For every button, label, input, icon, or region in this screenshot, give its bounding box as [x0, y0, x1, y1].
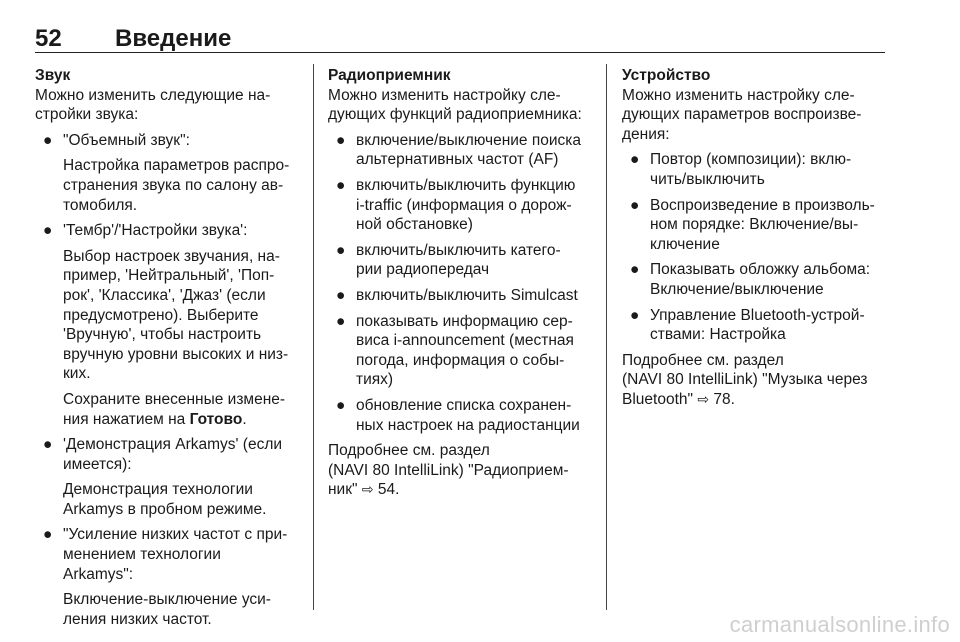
bullet-icon: ●: [43, 436, 53, 454]
list-item: ● "Объемный звук":: [43, 131, 190, 149]
bullet-icon: ●: [43, 222, 53, 240]
done-label: Готово: [189, 410, 243, 428]
device-heading: Устройство: [622, 67, 711, 84]
list-item: ● "Усиление низких частот с при- менением технологии Arkamys":: [43, 526, 288, 583]
radio-reference: Подробнее см. раздел (NAVI 80 IntelliLink) "Радиоприем- ник" ⇨ 54.: [328, 442, 569, 499]
bullet-icon: ●: [630, 261, 640, 279]
item-description: Включение-выключение уси- ления низких частот.: [63, 591, 271, 628]
list-item: ● Управление Bluetooth-устрой- ствами: Настройка: [630, 306, 865, 344]
list-item: ● 'Тембр'/'Настройки звука':: [43, 222, 248, 240]
column-divider-1: [313, 64, 314, 610]
page-title: Введение: [115, 25, 232, 52]
list-item: ● обновление списка сохранен- ных настроек на радиостанции: [336, 396, 580, 434]
list-item: ● показывать информацию сер- виса i-announcement (местная погода, информация о собы- тиях): [336, 312, 574, 389]
page-header: [35, 14, 885, 53]
list-item: ● Воспроизведение в произволь- ном порядке: Включение/вы- ключение: [630, 196, 875, 253]
item-description: Демонстрация технологии Arkamys в пробном режиме.: [63, 481, 267, 518]
list-item: ● включить/выключить функцию i-traffic (информация о дорож- ной обстановке): [336, 176, 576, 234]
list-item: ● 'Демонстрация Arkamys' (если имеется):: [43, 436, 283, 473]
list-item: ● Показывать обложку альбома: Включение/выключение: [630, 261, 871, 298]
bullet-icon: ●: [336, 241, 346, 259]
sound-column: [35, 66, 305, 629]
radio-column: [328, 66, 593, 500]
item-description: Сохраните внесенные измене- ния нажатием на Готово.: [63, 390, 286, 428]
bullet-icon: ●: [336, 396, 346, 414]
column-divider-2: [606, 64, 607, 610]
radio-heading: Радиоприемник: [328, 67, 451, 84]
list-item: ● Повтор (композиции): вклю- чить/выключить: [630, 151, 852, 188]
device-reference: Подробнее см. раздел (NAVI 80 IntelliLink) "Музыка через Bluetooth" ⇨ 78.: [622, 351, 868, 408]
page-reference-arrow-icon: ⇨: [361, 481, 374, 498]
watermark: carmanualsonline.info: [729, 612, 950, 637]
list-item: ● включить/выключить Simulcast: [336, 286, 578, 304]
bullet-icon: ●: [336, 131, 346, 149]
bullet-icon: ●: [630, 196, 640, 214]
item-description: Настройка параметров распро- странения звука по салону ав- томобиля.: [63, 157, 290, 214]
bullet-icon: ●: [43, 526, 53, 544]
device-column: [622, 66, 892, 410]
bullet-icon: ●: [336, 286, 346, 304]
list-item: ● включение/выключение поиска альтернативных частот (AF): [336, 131, 582, 169]
bullet-icon: ●: [336, 312, 346, 330]
page-number: 52: [35, 25, 62, 52]
bullet-icon: ●: [630, 306, 640, 324]
item-description: Выбор настроек звучания, на- пример, 'Нейтральный', 'Поп- рок', 'Классика', 'Джаз' (если предусмотрено). Выберите 'Вручную', чтобы настроить вручную уровни высоких и низ- ких.: [63, 247, 289, 383]
page-reference-arrow-icon: ⇨: [697, 390, 710, 407]
bullet-icon: ●: [43, 131, 53, 149]
bullet-icon: ●: [630, 151, 640, 169]
device-intro: Можно изменить настройку сле- дующих параметров воспроизве- дения:: [622, 86, 862, 143]
radio-intro: Можно изменить настройку сле- дующих функций радиоприемника:: [328, 86, 582, 124]
bullet-icon: ●: [336, 176, 346, 194]
list-item: ● включить/выключить катего- рии радиопередач: [336, 241, 561, 279]
sound-heading: Звук: [35, 67, 71, 84]
sound-intro: Можно изменить следующие на- стройки звука:: [35, 86, 271, 124]
